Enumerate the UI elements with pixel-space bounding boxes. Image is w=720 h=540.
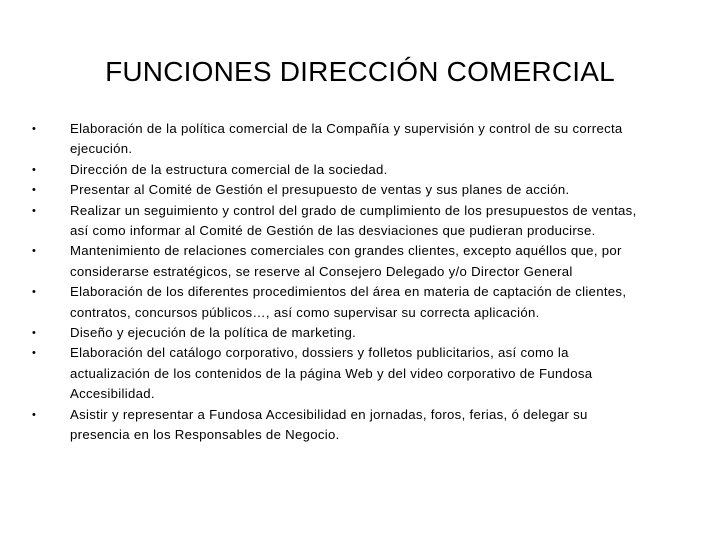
slide-title: FUNCIONES DIRECCIÓN COMERCIAL [105, 56, 615, 87]
bullet-point-icon: • [32, 327, 37, 340]
bullet-text: Realizar un seguimiento y control del grado de cumplimiento de los presupuestos de ventas, así como informar al Comité de Gestión de las desviaciones que pudieran producirse. [70, 202, 637, 239]
bullet-item [32, 180, 642, 200]
bullet-point-icon: • [32, 184, 37, 197]
bullet-point-icon: • [32, 163, 37, 176]
bullet-text: Elaboración de los diferentes procedimientos del área en materia de captación de clientes, contratos, concursos públicos…, así como supervisar su correcta aplicación. [70, 284, 627, 320]
bullet-point-icon: • [32, 245, 37, 258]
bullet-item [32, 201, 642, 242]
bullet-item [32, 160, 642, 180]
bullet-text: Diseño y ejecución de la política de marketing. [70, 325, 357, 341]
bullet-text: Mantenimiento de relaciones comerciales con grandes clientes, excepto aquéllos que, por considerarse estratégicos, se reserve al Consejero Delegado y/o Director General [70, 243, 622, 279]
bullet-point-icon: • [32, 286, 37, 299]
bullet-text: Presentar al Comité de Gestión el presupuesto de ventas y sus planes de acción. [70, 182, 570, 198]
bullet-point-icon: • [32, 347, 37, 360]
bullet-text: Asistir y representar a Fundosa Accesibilidad en jornadas, foros, ferias, ó delegar su presencia en los Responsables de Negocio. [70, 406, 588, 443]
bullet-item [32, 343, 642, 404]
bullet-point-icon: • [32, 408, 37, 421]
bullet-text: Elaboración de la política comercial de la Compañía y supervisión y control de su correcta ejecución. [70, 121, 623, 157]
bullet-text: Dirección de la estructura comercial de la sociedad. [70, 161, 388, 177]
bullet-item [32, 323, 642, 343]
bullet-item [32, 282, 642, 323]
bullet-item [32, 119, 642, 160]
bullet-item [32, 241, 642, 282]
bullet-list [32, 119, 642, 446]
bullet-item [32, 405, 642, 446]
bullet-point-icon: • [32, 123, 37, 135]
bullet-point-icon: • [32, 204, 37, 217]
bullet-text: Elaboración del catálogo corporativo, dossiers y folletos publicitarios, así como la actualización de los contenidos de la página Web y del video corporativo de Fundosa Accesibilidad. [70, 345, 593, 402]
